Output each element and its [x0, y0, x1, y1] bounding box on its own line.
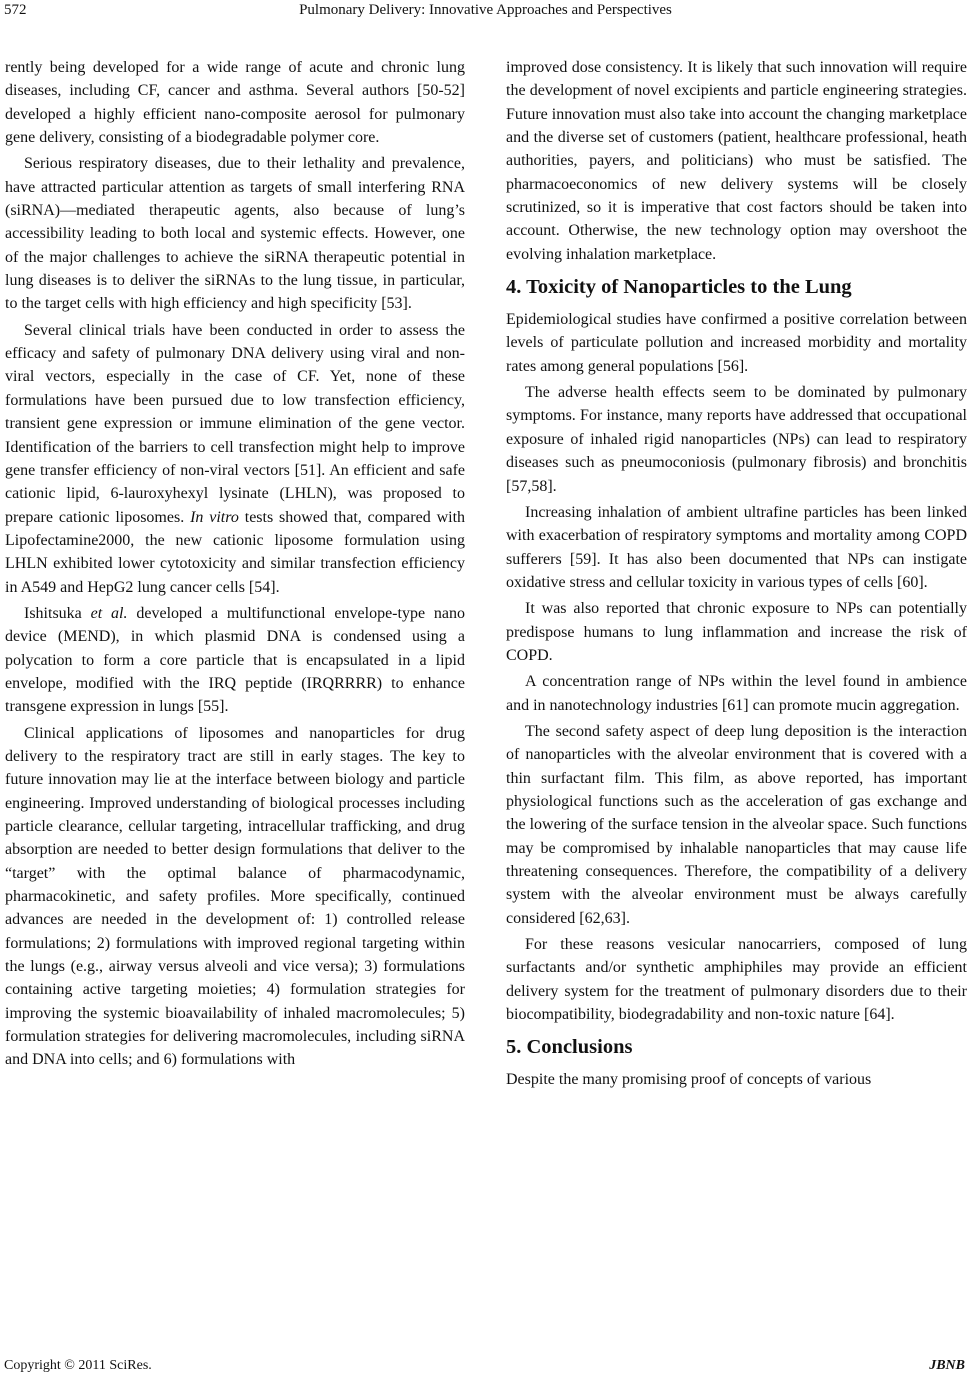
journal-abbrev: JBNB	[929, 1358, 965, 1373]
paragraph: Epidemiological studies have confirmed a positive correlation between levels of particulate pollution and increased morbidity and mortality rates among general populations [56].	[506, 311, 967, 375]
section-heading: 4. Toxicity of Nanoparticles to the Lung	[506, 276, 852, 299]
paragraph: improved dose consistency. It is likely that such innovation will require the development of novel excipients and particle engineering strategies. Future innovation must also take into account the changing marketplace and the diverse set of customers (patient, healthcare professional, heath authorities, payers, and politicians) who must be satisfied. The pharmacoeconomics of new delivery systems will be closely scrutinized, so it is imperative that cost factors should be taken into account. Otherwise, the new technology option may overshoot the evolving inhalation marketplace.	[506, 59, 967, 263]
paragraph: Serious respiratory diseases, due to their lethality and prevalence, have attracted particular attention as targets of small interfering RNA (siRNA)—mediated therapeutic agents, also because of lung’s accessibility leading to both local and systemic effects. However, one of the major challenges to achieve the siRNA therapeutic potential in lung diseases is to deliver the siRNAs to the lung tissue, in particular, to the target cells with high efficiency and high specificity [53].	[5, 155, 465, 313]
right-column	[506, 56, 967, 1095]
text-run: Ishitsuka	[24, 604, 82, 622]
paragraph: The adverse health effects seem to be dominated by pulmonary symptoms. For instance, many reports have addressed that occupational exposure of inhaled rigid nanoparticles (NPs) can lead to respiratory diseases such as pneumoconiosis (pulmonary fibrosis) and bronchitis [57,58].	[506, 384, 967, 495]
page-footer	[0, 1356, 971, 1380]
paragraph: A concentration range of NPs within the level found in ambience and in nanotechnology industries [61] can promote mucin aggregation.	[506, 673, 967, 714]
paragraph	[5, 319, 465, 599]
paragraph: Despite the many promising proof of concepts of various	[506, 1071, 872, 1089]
text-run: Several clinical trials have been conducted in order to assess the efficacy and safety of pulmonary DNA delivery using viral and non-viral vectors, especially in the case of CF. Yet, none of these formulations have been pursued due to low transfection efficiency, transient gene expression or immune elimination of the gene vector. Identification of the barriers to cell transfection might help to improve gene transfer efficiency of non-viral vectors [51]. An efficient and safe cationic lipid, 6-lauroxyhexyl lysinate (LHLN), was proposed to prepare cationic liposomes.	[5, 321, 465, 526]
copyright-text: Copyright © 2011 SciRes.	[4, 1358, 152, 1373]
section-heading: 5. Conclusions	[506, 1036, 633, 1059]
paragraph	[5, 602, 465, 719]
running-title: Pulmonary Delivery: Innovative Approaches and Perspectives	[299, 2, 672, 18]
page-number: 572	[4, 2, 27, 18]
text-run: tests showed that, compared with Lipofectamine2000, the new cationic liposome formulation using LHLN exhibited lower cytotoxicity and similar transfection efficiency in A549 and HepG2 lung cancer cells [54].	[5, 508, 466, 596]
page-header	[0, 0, 971, 32]
italic-text: In vitro	[190, 508, 239, 526]
paragraph: It was also reported that chronic exposure to NPs can potentially predispose humans to lung inflammation and increase the risk of COPD.	[506, 600, 967, 664]
italic-text: et al.	[90, 604, 128, 622]
text-run: developed a multifunctional envelope-type nano device (MEND), in which plasmid DNA is condensed using a polycation to form a core particle that is encapsulated in a lipid envelope, modified with the IRQ peptide (IRQRRRR) to enhance transgene expression in lungs [55].	[5, 604, 466, 716]
paragraph: For these reasons vesicular nanocarriers, composed of lung surfactants and/or synthetic amphiphiles may provide an efficient delivery system for the treatment of pulmonary disorders due to their biocompatibility, biodegradability and non-toxic nature [64].	[506, 936, 967, 1024]
paragraph: The second safety aspect of deep lung deposition is the interaction of nanoparticles with the alveolar environment that is covered with a thin surfactant film. This film, as above reported, has important physiological functions such as the acceleration of gas exchange and the lowering of the surface tension in the alveolar space. Such functions may be compromised by inhalable nanoparticles that may cause life threatening consequences. Therefore, the compatibility of a delivery system with the alveolar environment must be always carefully considered [62,63].	[506, 722, 967, 927]
paragraph: Increasing inhalation of ambient ultrafine particles has been linked with exacerbation of respiratory symptoms and mortality among COPD sufferers [59]. It has also been documented that NPs can instigate oxidative stress and cellular toxicity in various types of cells [60].	[506, 503, 967, 591]
left-column	[5, 56, 465, 1075]
paragraph: rently being developed for a wide range of acute and chronic lung diseases, including CF, cancer and asthma. Several authors [50-52] developed a highly efficient nano-composite aerosol for pulmonary gene delivery, consisting of a biodegradable polymer core.	[5, 59, 465, 147]
paragraph: Clinical applications of liposomes and nanoparticles for drug delivery to the respiratory tract are still in early stages. The key to future innovation may lie at the interface between biology and particle engineering. Improved understanding of biological processes including particle clearance, cellular targeting, intracellular trafficking, and drug absorption are needed to better design formulations that deliver to the “target” with the optimal balance of pharmacodynamic, pharmacokinetic, and safety profiles. More specifically, continued advances are needed in the development of: 1) controlled release formulations; 2) formulations with improved regional targeting within the lungs (e.g., airway versus alveoli and vice versa); 3) formulations containing active targeting moieties; 4) formulation strategies for improving the systemic bioavailability of inhaled macromolecules; 5) formulation strategies for delivering macromolecules, including siRNA and DNA into cells; and 6) formulations with	[5, 724, 465, 1069]
